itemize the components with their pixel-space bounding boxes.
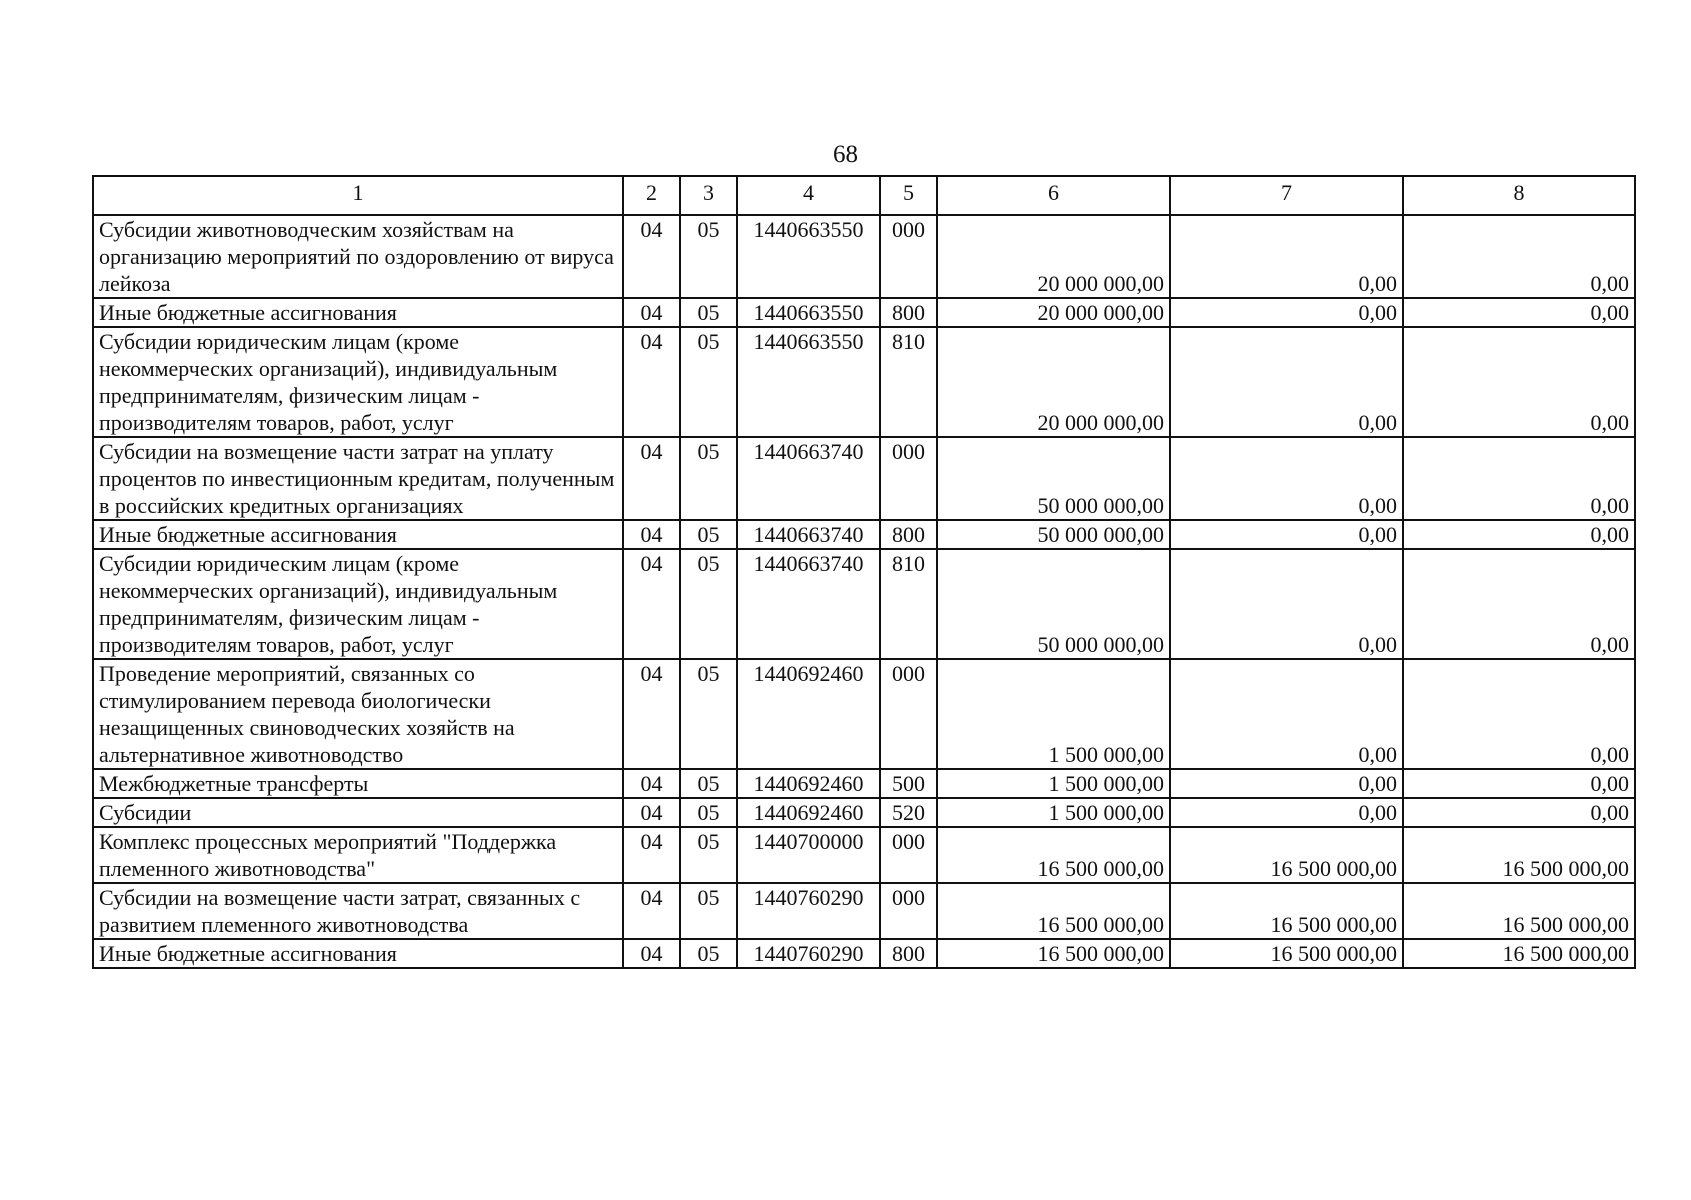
expense-type-code: 000 [880,437,937,520]
amount-col-7: 0,00 [1170,549,1403,659]
amount-col-6: 16 500 000,00 [937,939,1170,968]
target-article-code: 1440692460 [737,659,880,769]
table-row [93,827,1635,883]
column-header: 8 [1403,176,1635,215]
section-code: 04 [623,659,680,769]
column-header: 5 [880,176,937,215]
amount-col-6: 16 500 000,00 [937,883,1170,939]
amount-col-7: 16 500 000,00 [1170,827,1403,883]
target-article-code: 1440663740 [737,520,880,549]
row-description: Субсидии юридическим лицам (кроме некоммерческих организаций), индивидуальным предпринимателям, физическим лицам - производителям товаров, работ, услуг [93,549,623,659]
target-article-code: 1440700000 [737,827,880,883]
section-code: 04 [623,437,680,520]
amount-col-6: 1 500 000,00 [937,798,1170,827]
amount-col-7: 0,00 [1170,769,1403,798]
amount-col-7: 0,00 [1170,298,1403,327]
subsection-code: 05 [680,437,737,520]
table-header-row [93,176,1635,215]
subsection-code: 05 [680,827,737,883]
amount-col-6: 16 500 000,00 [937,827,1170,883]
table-row [93,437,1635,520]
amount-col-8: 0,00 [1403,769,1635,798]
section-code: 04 [623,939,680,968]
expense-type-code: 000 [880,827,937,883]
target-article-code: 1440692460 [737,798,880,827]
amount-col-7: 16 500 000,00 [1170,939,1403,968]
target-article-code: 1440663550 [737,298,880,327]
amount-col-6: 50 000 000,00 [937,549,1170,659]
row-description: Иные бюджетные ассигнования [93,939,623,968]
expense-type-code: 800 [880,298,937,327]
subsection-code: 05 [680,215,737,298]
page-number: 68 [833,141,858,168]
budget-table [92,175,1636,969]
row-description: Субсидии на возмещение части затрат на уплату процентов по инвестиционным кредитам, полученным в российских кредитных организациях [93,437,623,520]
expense-type-code: 000 [880,215,937,298]
amount-col-7: 0,00 [1170,437,1403,520]
table-row [93,327,1635,437]
subsection-code: 05 [680,798,737,827]
subsection-code: 05 [680,659,737,769]
expense-type-code: 810 [880,549,937,659]
subsection-code: 05 [680,549,737,659]
section-code: 04 [623,520,680,549]
column-header: 3 [680,176,737,215]
row-description: Иные бюджетные ассигнования [93,298,623,327]
table-row [93,883,1635,939]
section-code: 04 [623,298,680,327]
section-code: 04 [623,883,680,939]
target-article-code: 1440760290 [737,939,880,968]
amount-col-6: 20 000 000,00 [937,298,1170,327]
amount-col-8: 0,00 [1403,659,1635,769]
amount-col-8: 16 500 000,00 [1403,939,1635,968]
amount-col-6: 50 000 000,00 [937,437,1170,520]
target-article-code: 1440663740 [737,437,880,520]
amount-col-8: 0,00 [1403,437,1635,520]
subsection-code: 05 [680,939,737,968]
target-article-code: 1440663550 [737,327,880,437]
row-description: Субсидии на возмещение части затрат, связанных с развитием племенного животноводства [93,883,623,939]
section-code: 04 [623,549,680,659]
table-row [93,520,1635,549]
expense-type-code: 800 [880,520,937,549]
table-row [93,215,1635,298]
amount-col-8: 16 500 000,00 [1403,827,1635,883]
amount-col-7: 0,00 [1170,327,1403,437]
amount-col-8: 0,00 [1403,520,1635,549]
amount-col-6: 20 000 000,00 [937,327,1170,437]
amount-col-6: 1 500 000,00 [937,659,1170,769]
table-row [93,939,1635,968]
expense-type-code: 800 [880,939,937,968]
column-header: 4 [737,176,880,215]
subsection-code: 05 [680,883,737,939]
amount-col-8: 0,00 [1403,215,1635,298]
amount-col-7: 16 500 000,00 [1170,883,1403,939]
target-article-code: 1440663740 [737,549,880,659]
amount-col-7: 0,00 [1170,798,1403,827]
expense-type-code: 000 [880,659,937,769]
amount-col-6: 20 000 000,00 [937,215,1170,298]
row-description: Межбюджетные трансферты [93,769,623,798]
section-code: 04 [623,769,680,798]
column-header: 7 [1170,176,1403,215]
amount-col-8: 0,00 [1403,798,1635,827]
amount-col-7: 0,00 [1170,215,1403,298]
column-header: 6 [937,176,1170,215]
amount-col-8: 0,00 [1403,327,1635,437]
column-header: 2 [623,176,680,215]
expense-type-code: 810 [880,327,937,437]
target-article-code: 1440663550 [737,215,880,298]
section-code: 04 [623,215,680,298]
amount-col-7: 0,00 [1170,659,1403,769]
subsection-code: 05 [680,769,737,798]
row-description: Комплекс процессных мероприятий "Поддержка племенного животноводства" [93,827,623,883]
amount-col-8: 16 500 000,00 [1403,883,1635,939]
amount-col-8: 0,00 [1403,549,1635,659]
section-code: 04 [623,327,680,437]
section-code: 04 [623,827,680,883]
expense-type-code: 000 [880,883,937,939]
amount-col-6: 1 500 000,00 [937,769,1170,798]
amount-col-7: 0,00 [1170,520,1403,549]
expense-type-code: 500 [880,769,937,798]
table-row [93,298,1635,327]
expense-type-code: 520 [880,798,937,827]
table-row [93,549,1635,659]
target-article-code: 1440692460 [737,769,880,798]
table-row [93,798,1635,827]
target-article-code: 1440760290 [737,883,880,939]
subsection-code: 05 [680,298,737,327]
table-row [93,769,1635,798]
section-code: 04 [623,798,680,827]
row-description: Субсидии животноводческим хозяйствам на организацию мероприятий по оздоровлению от вируса лейкоза [93,215,623,298]
column-header: 1 [93,176,623,215]
row-description: Субсидии юридическим лицам (кроме некоммерческих организаций), индивидуальным предпринимателям, физическим лицам - производителям товаров, работ, услуг [93,327,623,437]
row-description: Проведение мероприятий, связанных со стимулированием перевода биологически незащищенных свиноводческих хозяйств на альтернативное животноводство [93,659,623,769]
amount-col-8: 0,00 [1403,298,1635,327]
subsection-code: 05 [680,520,737,549]
amount-col-6: 50 000 000,00 [937,520,1170,549]
row-description: Иные бюджетные ассигнования [93,520,623,549]
row-description: Субсидии [93,798,623,827]
table-row [93,659,1635,769]
subsection-code: 05 [680,327,737,437]
